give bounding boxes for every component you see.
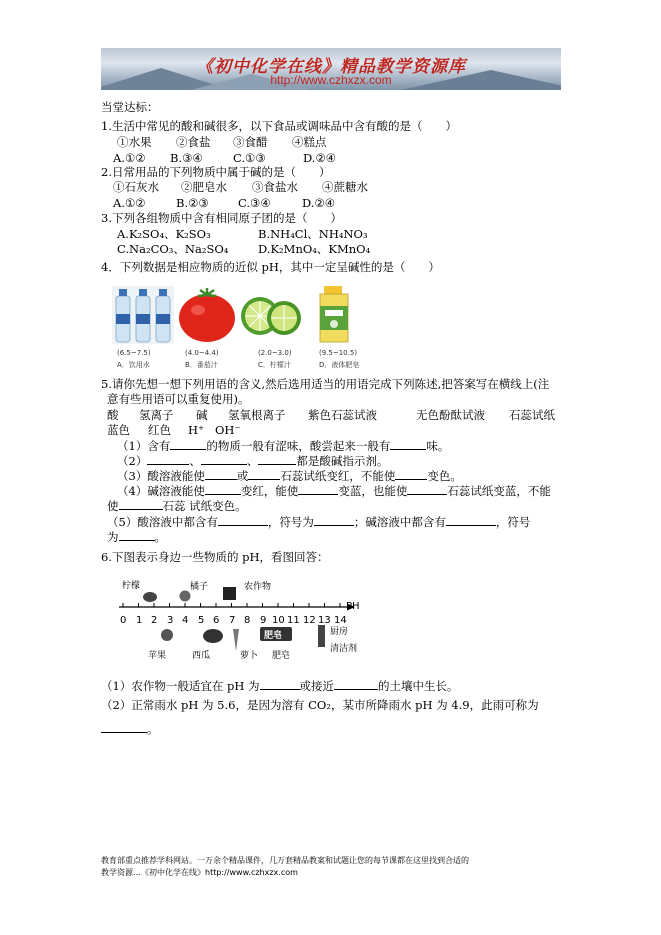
- banner-title: 《初中化学在线》精品教学资源库: [196, 57, 466, 77]
- page-footer: [101, 855, 571, 879]
- q3-option-a: A.K₂SO₄、K₂SO₃: [117, 227, 211, 241]
- ph-tick-label: 13: [318, 615, 331, 626]
- section-title: 当堂达标：: [101, 100, 159, 114]
- ph-axis-label: PH: [346, 601, 360, 612]
- q4-range-b: (4.0~4.4): [185, 349, 219, 357]
- lemon-label: 柠檬: [122, 581, 141, 591]
- q1-option-b: B.③④: [170, 151, 203, 165]
- q1-item: ③食醋: [233, 135, 268, 149]
- lemon-icon: [143, 592, 157, 602]
- liquid-soap-image: [306, 286, 368, 344]
- answer-blank[interactable]: [334, 678, 378, 690]
- q1-option-c: C.①③: [233, 151, 266, 165]
- ph-tick-label: 11: [287, 615, 300, 626]
- q5-word: 蓝色: [107, 423, 130, 437]
- q5-statement-2: （2） 、 、 都是酸碱指示剂。: [117, 454, 389, 468]
- q2-item: ①石灰水: [113, 180, 159, 194]
- q4-label-b: B．番茄汁: [185, 361, 218, 369]
- q5-word: 氢离子: [139, 408, 174, 422]
- ph-tick-label: 3: [167, 615, 174, 626]
- ph-tick-label: 12: [303, 615, 316, 626]
- q5-word: 碱: [196, 408, 208, 422]
- q3-option-d: D.K₂MnO₄、KMnO₄: [258, 242, 371, 256]
- q2-item: ③食盐水: [252, 180, 298, 194]
- ph-tick-label: 14: [334, 615, 347, 626]
- q5-stem-line2: 意有些用语可以重复使用)。: [107, 392, 250, 406]
- apple-label: 苹果: [148, 651, 167, 661]
- footer-line-1: 教育部重点推荐学科网站。一万余个精品课件，几万套精品教案和试题让您的每节课都在这里找到合适的: [101, 856, 469, 865]
- answer-blank[interactable]: [446, 514, 496, 526]
- q2-item: ②肥皂水: [181, 180, 227, 194]
- q6-answer-1: （1）农作物一般适宜在 pH 为 或接近 的土壤中生长。: [101, 679, 459, 693]
- cleaner-icon: [318, 625, 325, 647]
- ph-tick-label: 4: [182, 615, 189, 626]
- answer-blank[interactable]: [390, 438, 426, 450]
- q2-option-b: B.②③: [176, 196, 209, 210]
- radish-label: 萝卜: [240, 651, 259, 661]
- ph-tick-label: 2: [151, 615, 158, 626]
- orange-label: 橘子: [190, 582, 209, 592]
- ph-tick-label: 0: [120, 615, 127, 626]
- answer-blank[interactable]: [119, 498, 163, 510]
- ph-tick-label: 8: [244, 615, 251, 626]
- ph-tick-label: 6: [213, 615, 220, 626]
- q6-stem: 6.下图表示身边一些物质的 pH，看图回答：: [101, 550, 329, 564]
- crop-icon: [223, 587, 236, 600]
- q3-option-c: C.Na₂CO₃、Na₂SO₄: [117, 242, 229, 256]
- watermelon-icon: [203, 629, 223, 643]
- q4-label-a: A．饮用水: [117, 361, 150, 369]
- apple-icon: [161, 629, 173, 641]
- q5-stem-line1: 5.请你先想一想下列用语的含义,然后选用适当的用语完成下列陈述,把答案写在横线上(注: [101, 377, 550, 391]
- q2-item: ④蔗糖水: [322, 180, 368, 194]
- q5-statement-5: （5）酸溶液中都含有 ，符号为 ；碱溶液中都含有 ，符号: [107, 515, 531, 529]
- q1-option-a: A.①②: [113, 151, 146, 165]
- water-bottles-image: [112, 286, 174, 344]
- answer-blank[interactable]: [298, 483, 338, 495]
- answer-blank[interactable]: [205, 468, 237, 480]
- soap-box-text: 肥皂: [264, 631, 283, 641]
- q3-option-b: B.NH₄Cl、NH₄NO₃: [258, 227, 368, 241]
- orange-icon: [180, 591, 191, 602]
- q1-item: ④糕点: [292, 135, 327, 149]
- answer-blank[interactable]: [119, 529, 155, 541]
- ph-tick-label: 1: [136, 615, 143, 626]
- answer-blank[interactable]: [205, 483, 241, 495]
- q5-word: 红色: [148, 423, 171, 437]
- q5-word: 石蕊试纸: [509, 408, 555, 422]
- ph-tick-label: 7: [229, 615, 236, 626]
- q1-item: ②食盐: [176, 135, 211, 149]
- q4-range-d: (9.5~10.5): [319, 349, 358, 357]
- answer-blank[interactable]: [407, 483, 447, 495]
- answer-blank[interactable]: [260, 678, 300, 690]
- q5-statement-1: （1）含有 的物质一般有涩味，酸尝起来一般有 味。: [117, 439, 450, 453]
- radish-icon: [233, 629, 239, 651]
- q1-stem: 1.生活中常见的酸和碱很多，以下食品或调味品中含有酸的是（ ）: [101, 119, 457, 133]
- header-banner: [101, 48, 561, 90]
- q5-statement-3: （3）酸溶液能使 或 石蕊试纸变红，不能使 变色。: [117, 469, 462, 483]
- q5-word: H⁺: [188, 423, 205, 437]
- q5-word: 紫色石蕊试液: [308, 408, 377, 422]
- answer-blank[interactable]: [170, 438, 206, 450]
- q4-range-a: (6.5~7.5): [117, 349, 151, 357]
- q5-statement-4: （4）碱溶液能使 变红，能使 变蓝，也能使 石蕊试纸变蓝，不能: [117, 484, 551, 498]
- q6-answer-2b: 。: [101, 721, 159, 736]
- soap-label: 肥皂: [272, 651, 291, 661]
- q4-label-c: C．柠檬汁: [258, 361, 291, 369]
- tomato-image: [176, 286, 238, 344]
- answer-blank[interactable]: [258, 453, 296, 465]
- q2-option-c: C.③④: [238, 196, 271, 210]
- answer-blank[interactable]: [147, 453, 189, 465]
- q4-stem: 4．下列数据是相应物质的近似 pH，其中一定呈碱性的是（ ）: [101, 260, 440, 274]
- q5-word: 无色酚酞试液: [416, 408, 485, 422]
- q1-item: ①水果: [117, 135, 152, 149]
- answer-blank[interactable]: [395, 468, 427, 480]
- q5-statement-5b: 为 。: [107, 530, 166, 544]
- q3-stem: 3.下列各组物质中含有相同原子团的是（ ）: [101, 211, 342, 225]
- ph-tick-label: 10: [272, 615, 285, 626]
- q2-option-a: A.①②: [113, 196, 146, 210]
- answer-blank[interactable]: [218, 514, 268, 526]
- banner-url[interactable]: http://www.czhxzx.com: [270, 73, 392, 87]
- q4-label-d: D．液体肥皂: [319, 361, 360, 369]
- answer-blank[interactable]: [248, 468, 280, 480]
- answer-blank[interactable]: [201, 453, 247, 465]
- q5-statement-4b: 使 石蕊 试纸变色。: [107, 499, 247, 513]
- q4-range-c: (2.0~3.0): [258, 349, 292, 357]
- q5-word: OH⁻: [215, 423, 241, 437]
- lime-image: [240, 286, 302, 344]
- kitchen-label: 厨房: [330, 627, 349, 637]
- ph-tick-label: 5: [198, 615, 205, 626]
- answer-blank[interactable]: [314, 514, 354, 526]
- footer-line-2: 教学资源…《初中化学在线》http://www.czhxzx.com: [101, 868, 298, 877]
- q5-word: 酸: [107, 408, 119, 422]
- q2-stem: 2.日常用品的下列物质中属于碱的是（ ）: [101, 165, 331, 179]
- crop-label: 农作物: [244, 582, 272, 592]
- q6-answer-2: （2）正常雨水 pH 为 5.6，是因为溶有 CO₂，某市所降雨水 pH 为 4.9，此雨可称为: [101, 698, 539, 712]
- q1-option-d: D.②④: [303, 151, 337, 165]
- ph-tick-label: 9: [260, 615, 267, 626]
- cleaner-label: 清洁剂: [330, 644, 358, 654]
- q5-word: 氢氧根离子: [228, 408, 286, 422]
- answer-blank[interactable]: [101, 721, 147, 733]
- q2-option-d: D.②④: [302, 196, 336, 210]
- watermelon-label: 西瓜: [192, 651, 211, 661]
